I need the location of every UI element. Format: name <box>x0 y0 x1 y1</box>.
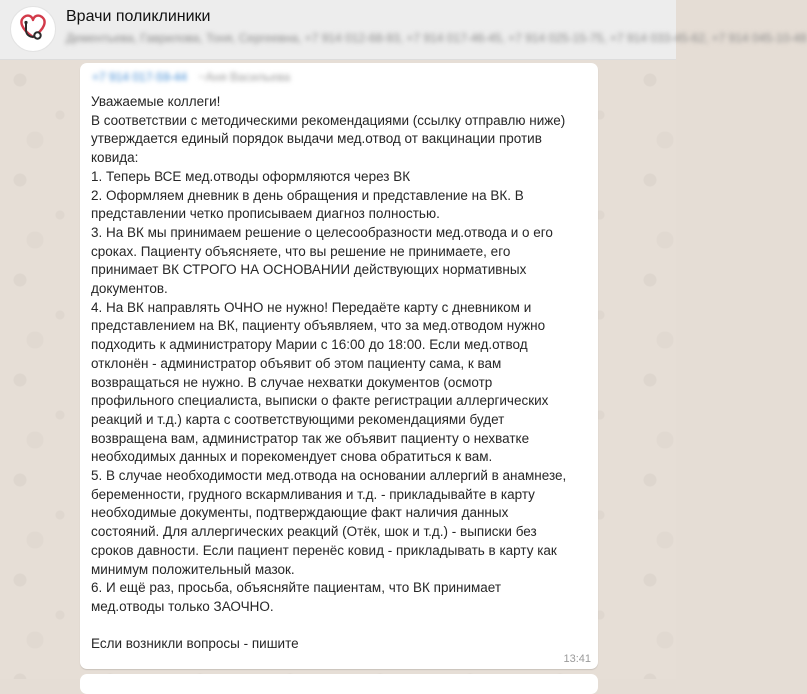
message-line: беременности, грудного вскармливания и т.д. - прикладывайте в карту <box>91 486 535 502</box>
stethoscope-heart-icon <box>11 7 55 51</box>
message-line: 6. И ещё раз, просьба, объясняйте пациентам, что ВК принимает <box>91 580 502 596</box>
message-line: возвращаться не нужно. В случае нехватки документов (осмотр <box>91 374 493 390</box>
message-line: представлении четко прописываем диагноз полностью. <box>91 206 440 222</box>
message-line: необходимые документы, подтверждающие факт наличия данных <box>91 505 509 521</box>
message-line: сроков давности. Если пациент перенёс ковид - прикладывать в карту как <box>91 542 557 558</box>
message-line: представлением на ВК, пациенту объявляем, что за мед.отводом нужно <box>91 318 546 334</box>
message-line <box>91 617 587 636</box>
message-line: Уважаемые коллеги! <box>91 94 221 109</box>
message-sender <box>92 70 290 84</box>
message-line: 3. На ВК мы принимаем решение о целесообразности мед.отвода и о его <box>91 224 553 240</box>
message-line: 2. Оформляем дневник в день обращения и представление на ВК. В <box>91 187 524 203</box>
group-avatar[interactable] <box>10 6 56 52</box>
chat-title: Врачи поликлиники <box>66 8 211 25</box>
message-line: состояний. Для аллергических реакций (Отёк, шок и т.д.) - выписки без <box>91 524 537 540</box>
message-line: необходимых данных и порекомендует снова обратиться к вам. <box>91 449 493 465</box>
message-line: возвращена вам, администратор так же объявит пациенту о нехватке <box>91 430 530 446</box>
message-line: отклонён - администратор объявит об этом пациенту сама, к вам <box>91 355 502 371</box>
sender-name: ~Аня Васильева <box>198 70 291 84</box>
message-line: утверждается единый порядок выдачи мед.отвод от вакцинации против <box>91 131 542 147</box>
message-line: минимум положительный мазок. <box>91 561 295 577</box>
message-line: подходить к администратору Марии с 16:00 до 18:00. Если мед.отвод <box>91 337 528 353</box>
message-line: профильного специалиста, выписки о факте регистрации аллергических <box>91 393 549 409</box>
message-bubble[interactable] <box>80 63 598 669</box>
chat-members-list: Дементьева, Гаврилова, Тоня, Сергеевна, +7 914 012-68-93, +7 914 017-46-45, +7 914 025-15-75, +7 914 033-45-62, +7 914 045-10-48 <box>66 31 807 45</box>
message-line: 5. В случае необходимости мед.отвода на основании аллергий в анамнезе, <box>91 468 567 484</box>
message-line: мед.отводы только ЗАОЧНО. <box>91 598 274 614</box>
message-time: 13:41 <box>563 653 591 665</box>
message-line: В соответствии с методическими рекомендациями (ссылку отправлю ниже) <box>91 112 566 128</box>
message-line: сроках. Пациенту объясняете, что вы решение не принимаете, его <box>91 243 511 259</box>
next-message-bubble[interactable] <box>80 674 598 694</box>
chat-header[interactable] <box>0 0 807 60</box>
message-line: ковида: <box>91 150 139 166</box>
message-line: 4. На ВК направлять ОЧНО не нужно! Передаёте карту с дневником и <box>91 299 532 315</box>
message-line: Если возникли вопросы - пишите <box>91 636 299 652</box>
message-line: реакций и т.д.) карта с соответствующими рекомендациями будет <box>91 411 505 427</box>
message-line: 1. Теперь ВСЕ мед.отводы оформляются через ВК <box>91 168 411 184</box>
message-line: принимает ВК СТРОГО НА ОСНОВАНИИ действующих нормативных <box>91 262 527 278</box>
message-text <box>91 93 587 654</box>
message-line: документов. <box>91 281 168 297</box>
sender-phone[interactable]: +7 914 017-59-44 <box>92 70 188 84</box>
